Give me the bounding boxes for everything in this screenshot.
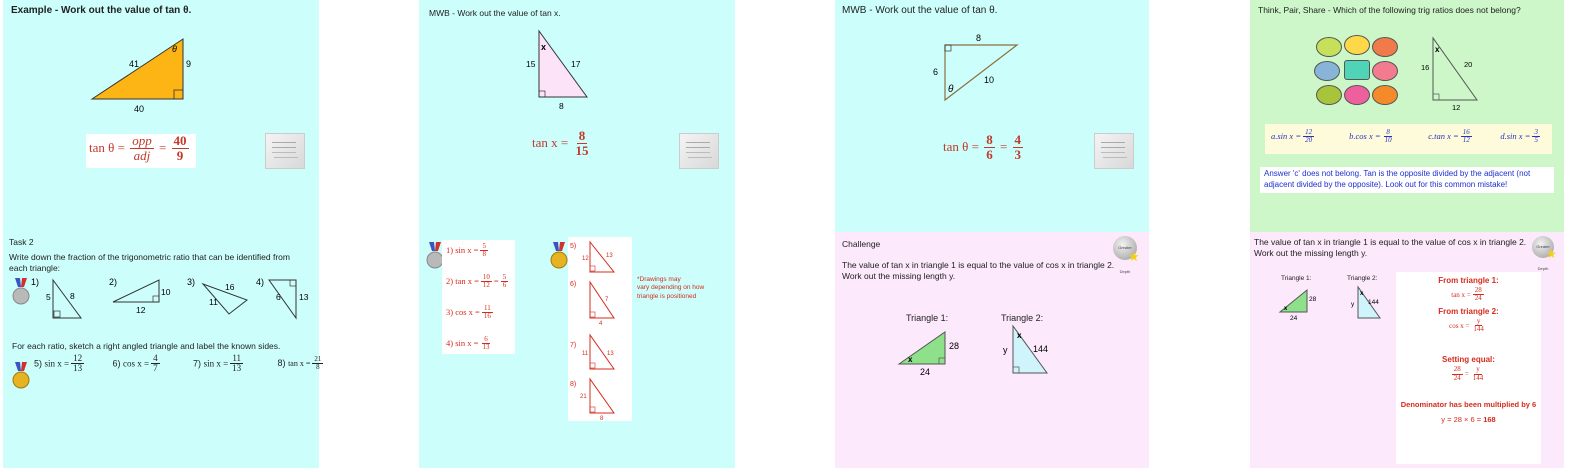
frac-num: y [1476, 316, 1481, 325]
frac-num: 3 [1534, 128, 1538, 136]
frac-num: y [1476, 365, 1480, 374]
frac-num: 21 [314, 355, 322, 364]
drawing-note [637, 276, 704, 301]
q-number: 3) [187, 277, 196, 287]
answer-lhs: tan θ = [943, 139, 979, 155]
side-b: 4 [599, 321, 603, 327]
side-b: 24 [920, 367, 931, 377]
frac-num: 40 [173, 133, 187, 148]
slide-title: Example - Work out the value of tan θ. [11, 5, 192, 16]
side-b: 24 [1290, 315, 1298, 322]
frac-den: 13 [482, 343, 490, 352]
equals: = [493, 275, 499, 286]
note-line: *Drawings may [637, 276, 681, 283]
side-b: 17 [571, 59, 581, 69]
option-a[interactable] [1271, 129, 1347, 145]
text-line: Work out the missing length y. [1254, 248, 1368, 259]
side-a: 7 [605, 297, 609, 303]
mwb-answer [943, 133, 1025, 161]
badge-label: Greater Depth [1118, 245, 1132, 274]
frac-den: 24 [1453, 373, 1461, 382]
frac-num: 10 [482, 273, 490, 281]
angle-label: θ [172, 44, 177, 54]
frac-num: 28 [1453, 365, 1461, 374]
frac-den: 9 [176, 147, 184, 163]
q-number: 8) [277, 358, 286, 369]
q-number: 2) [109, 277, 118, 287]
slide-1 [3, 0, 322, 468]
ratio-item [113, 354, 191, 374]
note-line: vary depending on how [637, 284, 705, 292]
q-number: 4) [256, 277, 265, 287]
q-number: 8) [570, 381, 577, 388]
side-a: 11 [582, 351, 589, 357]
side-b: y [1351, 301, 1355, 308]
side-a: 144 [1033, 344, 1049, 354]
frac-den: 24 [1474, 294, 1482, 303]
final-expression: y = 28 × 6 = [1441, 415, 1484, 425]
task-instructions: Write down the fraction of the trigonometric ratio that can be identified from each triangle: [9, 252, 290, 274]
frac-den: 13 [73, 363, 83, 374]
answer-item [446, 336, 510, 367]
frac-den: 13 [232, 363, 242, 374]
frac-num: 5 [482, 242, 486, 250]
ratio-item [278, 356, 326, 372]
side-a: 13 [299, 292, 309, 302]
angle-label: x [1360, 291, 1364, 297]
frac-den: 8 [482, 250, 486, 259]
side-a: 144 [1368, 299, 1379, 306]
q-number: 5) [570, 243, 577, 250]
frac-num: 6 [484, 335, 488, 343]
side-b: 20 [1464, 60, 1473, 69]
frac-num: 4 [1014, 132, 1022, 147]
side-hyp: 41 [129, 59, 140, 69]
ratio-fn: tan x = [288, 359, 311, 369]
ratio-fn: cos x = [1355, 130, 1381, 141]
side-c: 8 [559, 101, 564, 111]
frac-num: 12 [73, 353, 83, 363]
ratio-fn: cos x = [1449, 321, 1470, 330]
speech-bubbles-icon [1314, 35, 1404, 107]
ratio-fn: sin x = [455, 244, 479, 255]
medal-gold-icon [12, 362, 30, 390]
angle-label: x [908, 355, 913, 364]
ratio-list [34, 354, 325, 374]
slide-title: MWB - Work out the value of tan x. [429, 8, 561, 18]
side-a: 16 [225, 282, 235, 292]
worksheet-thumbnail[interactable] [1094, 133, 1134, 169]
note-line: triangle is positioned [637, 292, 697, 300]
text-line: adjacent divided by the opposite). Look out for this common mistake! [1264, 179, 1508, 189]
challenge-triangles [1270, 284, 1400, 334]
q-number: 5) [34, 358, 43, 369]
ratio-fn: sin x = [44, 358, 70, 369]
mwb-triangle [927, 30, 1057, 110]
frac-den: adj [133, 147, 151, 163]
mwb-answer [532, 129, 592, 157]
option-c[interactable] [1428, 129, 1498, 145]
side-a: 15 [526, 59, 536, 69]
frac-den: 16 [483, 312, 491, 321]
slide-4 [1250, 0, 1564, 232]
final-value: 168 [1483, 415, 1496, 425]
tri2-label: Triangle 2: [1001, 313, 1044, 323]
equals: = [999, 139, 1008, 155]
working-heading: From triangle 1: [1438, 276, 1499, 285]
answer-lhs: tan x = [532, 135, 569, 151]
tri1-label: Triangle 1: [1281, 275, 1312, 282]
task-triangles [23, 274, 323, 324]
star-icon: ★ [1546, 247, 1557, 261]
side-adj: 9 [186, 59, 192, 69]
side-a: 10 [161, 287, 171, 297]
side-a: 16 [1421, 63, 1430, 72]
sketch-8 [590, 379, 614, 413]
challenge-triangles [895, 324, 1095, 384]
formula-lhs: tan θ = [89, 140, 125, 156]
equals: = [1464, 370, 1469, 379]
slide-3 [835, 0, 1149, 468]
sketch-6 [590, 282, 614, 318]
answer-text [1264, 169, 1530, 191]
ratio-fn: sin x = [203, 358, 229, 369]
worksheet-thumbnail[interactable] [265, 133, 305, 169]
slide-title: Think, Pair, Share - Which of the following trig ratios does not belong? [1258, 5, 1521, 15]
side-a: 21 [580, 394, 587, 400]
working-heading: From triangle 2: [1438, 306, 1499, 316]
angle-label: x [1284, 306, 1288, 312]
option-d[interactable] [1500, 129, 1542, 145]
tri2-label: Triangle 2: [1347, 275, 1378, 282]
side-b: 13 [606, 253, 613, 259]
option-letter: d. [1500, 130, 1507, 141]
frac-num: 8 [578, 128, 586, 143]
frac-den: 5 [1534, 136, 1538, 145]
ratio-fn: tan x = [455, 275, 479, 286]
frac-den: 10 [1384, 136, 1392, 145]
medal-gold-icon [550, 242, 568, 270]
side-a: 5 [46, 292, 51, 302]
side-a: 28 [1309, 296, 1317, 303]
frac-num: 4 [153, 353, 158, 363]
ratio-fn: tan x = [1434, 130, 1459, 141]
working-formula [1396, 318, 1541, 334]
answers-list [446, 243, 510, 367]
formula [89, 134, 191, 162]
frac-num: 8 [1386, 128, 1390, 136]
answer-item [446, 274, 510, 305]
frac-num: 11 [232, 353, 241, 363]
slide-title: MWB - Work out the value of tan θ. [842, 5, 998, 16]
side-b: 8 [70, 291, 75, 301]
final-answer [1396, 415, 1541, 424]
side-b: 13 [607, 351, 614, 357]
mwb-triangle [519, 25, 639, 115]
frac-den: 6 [986, 146, 993, 162]
slide-2 [419, 0, 735, 468]
text-line: Answer 'c' does not belong. Tan is the opposite divided by the adjacent (not [1264, 169, 1531, 178]
frac-den: 12 [482, 281, 490, 290]
side-b: 6 [276, 292, 281, 302]
text-line: The value of tan x in triangle 1 is equal to the value of cos x in triangle 2. [842, 260, 1115, 270]
q-number: 4) [446, 337, 454, 348]
sketch-instructions: For each ratio, sketch a right angled triangle and label the known sides. [12, 341, 281, 351]
ratio-fn: cos x = [455, 306, 480, 317]
q-number: 6) [112, 358, 121, 369]
frac-num: 12 [1305, 128, 1313, 136]
star-icon: ★ [1128, 249, 1140, 264]
q-number: 2) [446, 275, 454, 286]
frac-num: 5 [502, 273, 507, 281]
frac-num: opp [132, 133, 152, 148]
working-formula [1396, 366, 1541, 382]
side-a: 12 [582, 256, 589, 262]
slide-4-challenge [1250, 232, 1564, 468]
answer-item [446, 243, 510, 274]
angle-label: θ [948, 84, 954, 95]
angle-label: x [1017, 331, 1022, 340]
side-b: 8 [600, 416, 604, 421]
q-number: 3) [446, 306, 454, 317]
option-letter: a. [1271, 130, 1278, 141]
frac-den: 12 [1462, 136, 1470, 145]
option-letter: b. [1349, 130, 1356, 141]
frac-den: 144 [1472, 373, 1484, 382]
tps-triangle [1415, 32, 1495, 112]
frac-num: 11 [483, 304, 491, 312]
equals: = [158, 140, 167, 156]
side-b: 11 [209, 297, 218, 307]
option-b[interactable] [1349, 129, 1426, 145]
frac-den: 15 [575, 142, 589, 158]
q-number: 7) [193, 358, 202, 369]
q-number: 1) [31, 277, 40, 287]
frac-num: 8 [986, 132, 993, 147]
side-c: 12 [1452, 103, 1461, 112]
q-number: 6) [570, 281, 577, 288]
tri1-label: Triangle 1: [906, 313, 949, 323]
frac-den: 144 [1473, 325, 1484, 334]
frac-den: 7 [153, 363, 158, 374]
side-a: 28 [949, 341, 960, 351]
sketches [568, 237, 632, 421]
option-letter: c. [1428, 130, 1435, 141]
ratio-item [193, 354, 275, 374]
ratio-fn: sin x = [455, 337, 479, 348]
frac-den: 3 [1014, 146, 1022, 162]
task-title: Task 2 [9, 237, 34, 247]
ratio-item [34, 354, 110, 374]
side-top: 8 [976, 33, 982, 43]
badge-label: Greater Depth [1536, 244, 1550, 271]
frac-den: 8 [316, 363, 320, 372]
frac-num: 28 [1474, 286, 1482, 294]
working [1396, 276, 1541, 424]
working-formula [1396, 287, 1541, 303]
options-list [1271, 129, 1542, 145]
side-hyp: 10 [984, 75, 995, 85]
angle-label: x [1435, 45, 1440, 54]
challenge-text [1254, 237, 1526, 260]
side-left: 6 [933, 67, 939, 77]
worksheet-thumbnail[interactable] [679, 133, 719, 169]
text-line: Work out the missing length y. [842, 271, 956, 282]
frac-num: 16 [1462, 128, 1470, 136]
ratio-fn: sin x = [1277, 130, 1302, 141]
angle-label: x [541, 42, 547, 52]
answer-item [446, 305, 510, 336]
working-heading: Denominator has been multiplied by 6 [1400, 400, 1537, 410]
challenge-title: Challenge [842, 239, 881, 249]
frac-den: 20 [1305, 136, 1313, 145]
side-b: y [1003, 345, 1008, 355]
ratio-fn: cos x = [123, 358, 150, 369]
q-number: 7) [570, 342, 577, 349]
example-triangle [3, 30, 319, 150]
working-heading: Setting equal: [1442, 355, 1495, 365]
q-number: 1) [446, 244, 454, 255]
ratio-fn: sin x = [1506, 130, 1531, 141]
ratio-fn: tan x = [1451, 290, 1471, 299]
side-opp: 40 [134, 104, 145, 114]
challenge-section [835, 232, 1149, 468]
challenge-text [842, 260, 1114, 283]
side-b: 12 [136, 305, 146, 315]
frac-den: 6 [502, 281, 507, 290]
text-line: The value of tan x in triangle 1 is equal to the value of cos x in triangle 2. [1254, 237, 1527, 247]
